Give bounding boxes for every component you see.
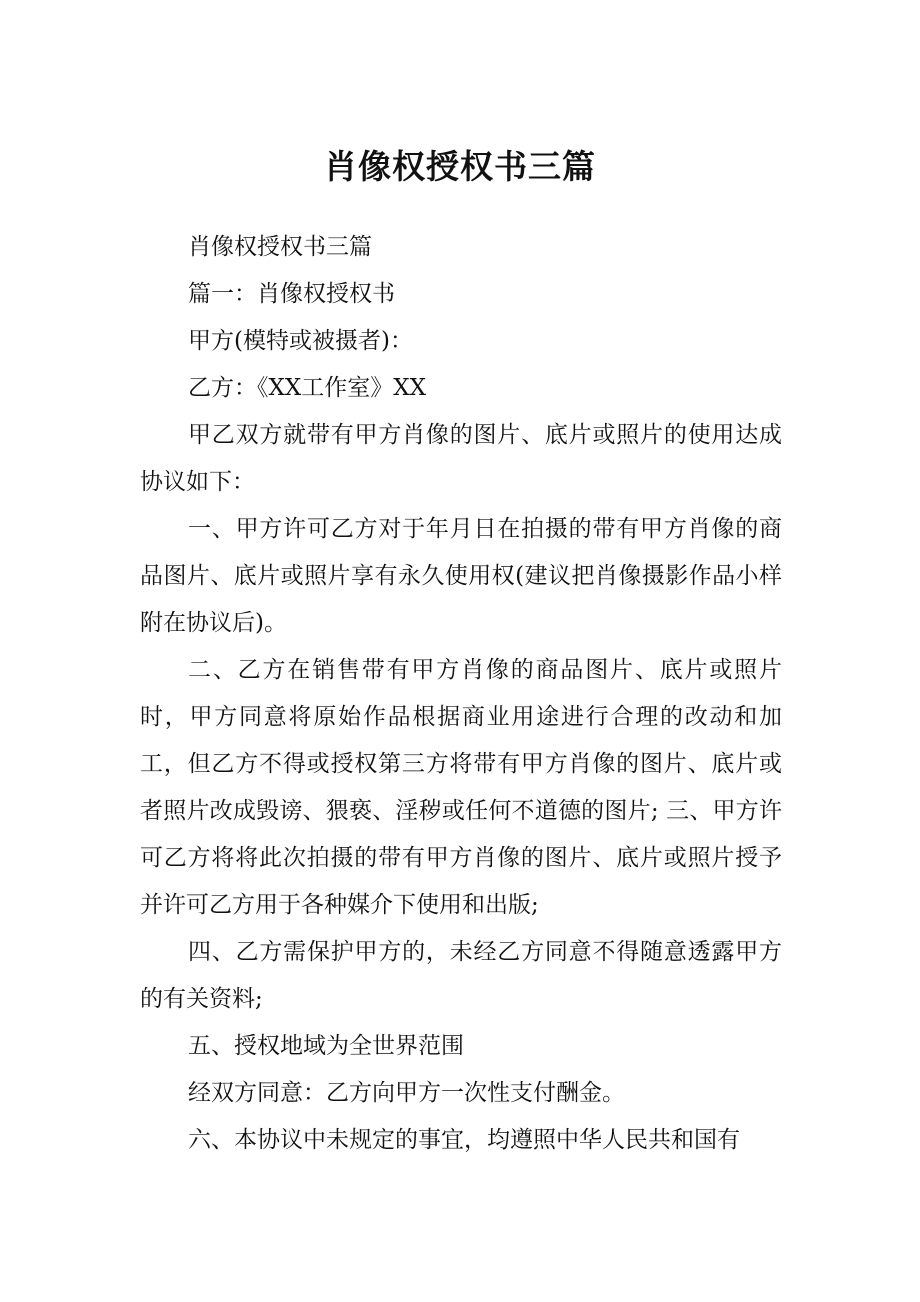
paragraph-clause-4: 四、乙方需保护甲方的，未经乙方同意不得随意透露甲方的有关资料;: [140, 939, 782, 1012]
document-title: 肖像权授权书三篇: [324, 147, 596, 186]
paragraph-party-a: 甲方(模特或被摄者)：: [188, 328, 413, 354]
paragraph-clause-6: 六、本协议中未规定的事宜，均遵照中华人民共和国有: [188, 1127, 740, 1153]
paragraph-clause-1: 一、甲方许可乙方对于年月日在拍摄的带有甲方肖像的商品图片、底片或照片享有永久使用权(建议把肖像摄影作品小样附在协议后)。: [140, 516, 782, 636]
paragraph-agreement-intro: 甲乙双方就带有甲方肖像的图片、底片或照片的使用达成协议如下：: [140, 422, 782, 495]
document-body: [140, 224, 782, 1164]
paragraph-party-b: 乙方：《XX工作室》XX: [188, 375, 426, 401]
paragraph-subtitle: 肖像权授权书三篇: [188, 234, 372, 260]
paragraph-payment: 经双方同意：乙方向甲方一次性支付酬金。: [188, 1080, 625, 1106]
paragraph-clause-2-3: 二、乙方在销售带有甲方肖像的商品图片、底片或照片时，甲方同意将原始作品根据商业用途进行合理的改动和加工，但乙方不得或授权第三方将带有甲方肖像的图片、底片或者照片改成毁谤、猥亵、淫秽或任何不道德的图片; 三、甲方许可乙方将将此次拍摄的带有甲方肖像的图片、底片或照片授予并许可乙方用于各种媒介下使用和出版;: [140, 657, 782, 918]
paragraph-section-heading: 篇一：肖像权授权书: [188, 281, 395, 307]
paragraph-clause-5: 五、授权地域为全世界范围: [188, 1033, 464, 1059]
